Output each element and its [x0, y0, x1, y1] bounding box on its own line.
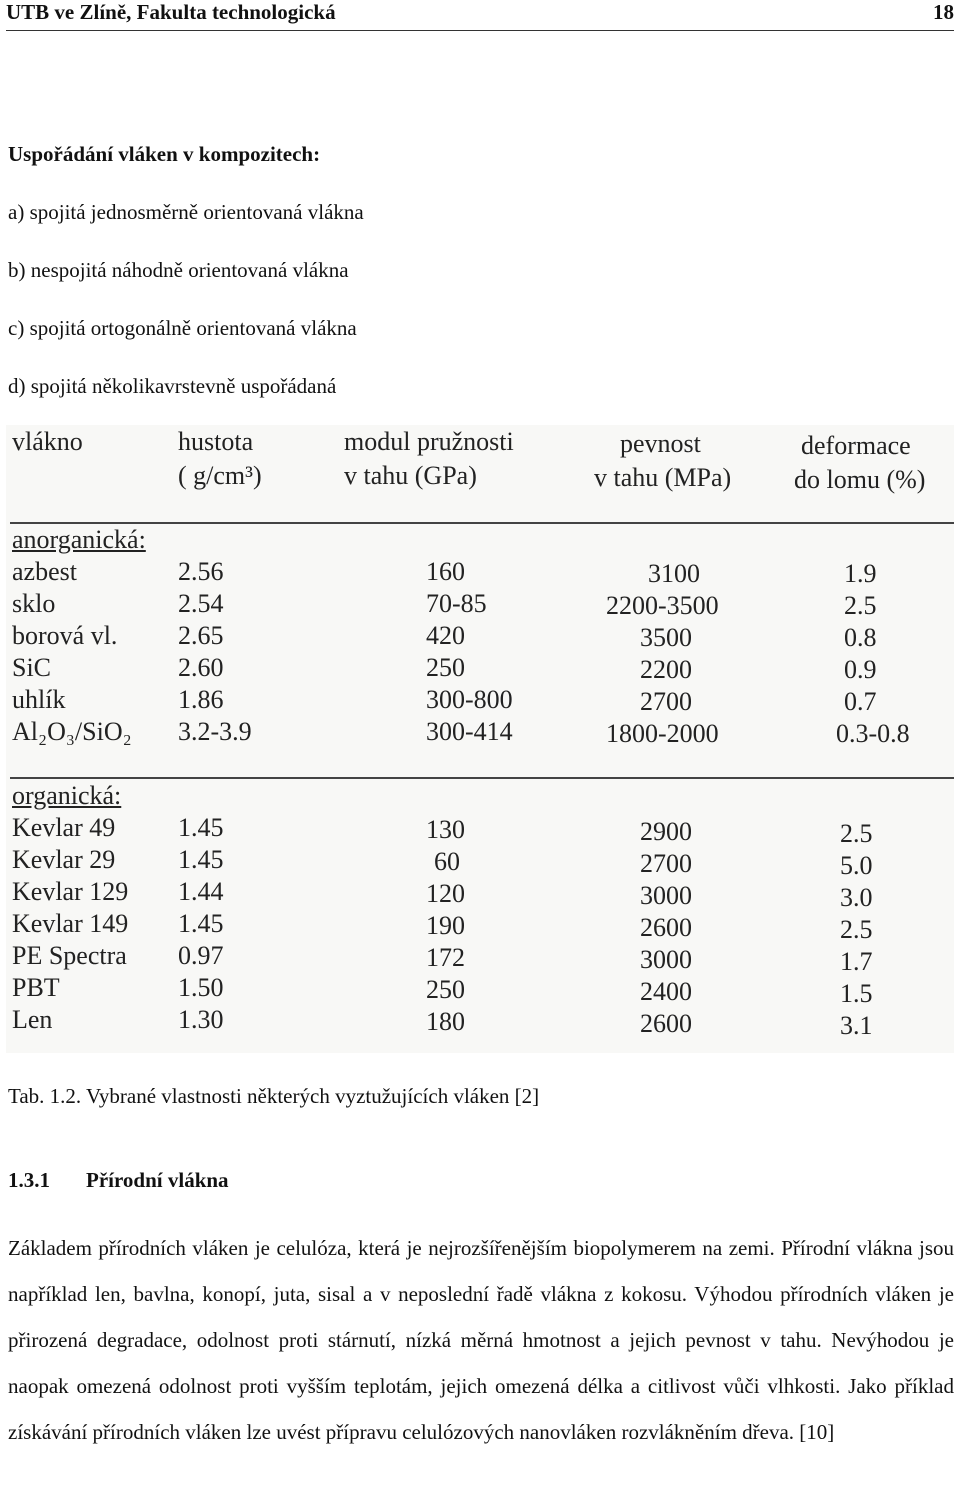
table-rule — [10, 522, 954, 524]
cell-name: PBT — [12, 973, 60, 1002]
cell-modulus: 190 — [426, 911, 465, 940]
cell-density: 1.50 — [178, 973, 224, 1002]
cell-density: 1.86 — [178, 685, 224, 714]
subsection-heading — [8, 1168, 229, 1193]
cell-modulus: 420 — [426, 621, 465, 650]
cell-strength: 2700 — [640, 849, 692, 878]
group-label-inorganic: anorganická: — [12, 525, 146, 554]
cell-strength: 3100 — [648, 559, 700, 588]
cell-name: sklo — [12, 589, 56, 618]
list-item: d) spojitá několikavrstevně uspořádaná — [8, 374, 337, 398]
cell-deformation: 1.7 — [840, 947, 873, 976]
cell-strength: 3000 — [640, 881, 692, 910]
cell-name: Kevlar 49 — [12, 813, 116, 842]
cell-deformation: 3.0 — [840, 883, 873, 912]
cell-density: 2.56 — [178, 557, 224, 586]
cell-name: azbest — [12, 557, 77, 586]
cell-strength: 2700 — [640, 687, 692, 716]
cell-strength: 2200-3500 — [606, 591, 719, 620]
cell-deformation: 5.0 — [840, 851, 873, 880]
header-density-unit: ( g/cm³) — [178, 461, 262, 490]
cell-strength: 2400 — [640, 977, 692, 1006]
cell-deformation: 3.1 — [840, 1011, 873, 1040]
header-strength-unit: v tahu (MPa) — [594, 463, 732, 492]
cell-modulus: 160 — [426, 557, 465, 586]
cell-deformation: 0.8 — [844, 623, 877, 652]
header-fiber: vlákno — [12, 427, 83, 456]
cell-strength: 3500 — [640, 623, 692, 652]
cell-strength: 1800-2000 — [606, 719, 719, 748]
cell-name: PE Spectra — [12, 941, 127, 970]
cell-name: borová vl. — [12, 621, 118, 650]
header-modulus-unit: v tahu (GPa) — [344, 461, 477, 490]
cell-density: 1.45 — [178, 813, 224, 842]
list-item: c) spojitá ortogonálně orientovaná vlákna — [8, 316, 357, 340]
group-label-organic: organická: — [12, 781, 122, 810]
cell-modulus: 120 — [426, 879, 465, 908]
header-modulus: modul pružnosti — [344, 427, 514, 456]
cell-name: uhlík — [12, 685, 66, 714]
cell-name: Al₂O₃/SiO₂ — [12, 717, 132, 746]
body-paragraph: Základem přírodních vláken je celulóza, která je nejrozšířenějším biopolymerem na zemi. Přírodní vlákna jsou například len, bavlna, konopí, juta, sisal a v neposlední řadě vlákna z kokosu. Výhodou přírodních vláken je přirozená degradace, odolnost proti stárnutí, nízká měrná hmotnost a jejich pevnost v tahu. Nevýhodou je naopak omezená odolnost proti vyšším teplotám, jejich omezená délka a citlivost vůči vlhkosti. Jako příklad získávání přírodních vláken lze uvést přípravu celulózových nanovláken rozvlákněním dřeva. [10] — [8, 1236, 954, 1444]
cell-strength: 2600 — [640, 1009, 692, 1038]
cell-modulus: 300-800 — [426, 685, 513, 714]
cell-strength: 3000 — [640, 945, 692, 974]
cell-density: 1.44 — [178, 877, 224, 906]
cell-strength: 2900 — [640, 817, 692, 846]
cell-modulus: 172 — [426, 943, 465, 972]
cell-modulus: 70-85 — [426, 589, 487, 618]
page-number: 18 — [933, 0, 954, 24]
cell-density: 1.45 — [178, 845, 224, 874]
cell-strength: 2200 — [640, 655, 692, 684]
header-deformation: deformace — [801, 431, 911, 460]
list-item: b) nespojitá náhodně orientovaná vlákna — [8, 258, 349, 282]
cell-deformation: 2.5 — [840, 915, 873, 944]
table-caption: Tab. 1.2. Vybrané vlastnosti některých vyztužujících vláken [2] — [8, 1084, 540, 1108]
cell-name: SiC — [12, 653, 52, 682]
cell-modulus: 130 — [426, 815, 465, 844]
cell-modulus: 180 — [426, 1007, 465, 1036]
cell-modulus: 250 — [426, 653, 465, 682]
cell-density: 2.60 — [178, 653, 224, 682]
cell-deformation: 1.5 — [840, 979, 873, 1008]
cell-deformation: 1.9 — [844, 559, 877, 588]
cell-name: Kevlar 29 — [12, 845, 116, 874]
header-deformation-unit: do lomu (%) — [794, 465, 926, 494]
cell-density: 0.97 — [178, 941, 224, 970]
cell-density: 1.45 — [178, 909, 224, 938]
cell-modulus: 250 — [426, 975, 465, 1004]
cell-strength: 2600 — [640, 913, 692, 942]
section-title: Uspořádání vláken v kompozitech: — [8, 142, 321, 166]
cell-deformation: 2.5 — [840, 819, 873, 848]
cell-name: Len — [12, 1005, 53, 1034]
header-density: hustota — [178, 427, 254, 456]
cell-deformation: 2.5 — [844, 591, 877, 620]
subsection-number: 1.3.1 — [8, 1168, 50, 1192]
page-header — [6, 0, 954, 31]
cell-modulus: 300-414 — [426, 717, 513, 746]
cell-deformation: 0.7 — [844, 687, 877, 716]
cell-density: 2.54 — [178, 589, 224, 618]
header-strength: pevnost — [620, 429, 701, 458]
list-item: a) spojitá jednosměrně orientovaná vlákna — [8, 200, 364, 224]
cell-deformation: 0.9 — [844, 655, 877, 684]
cell-modulus: 60 — [434, 847, 460, 876]
cell-deformation: 0.3-0.8 — [836, 719, 910, 748]
cell-density: 1.30 — [178, 1005, 224, 1034]
cell-name: Kevlar 149 — [12, 909, 129, 938]
table-rule — [10, 777, 954, 779]
cell-density: 3.2-3.9 — [178, 717, 252, 746]
cell-name: Kevlar 129 — [12, 877, 129, 906]
subsection-title: Přírodní vlákna — [86, 1168, 229, 1192]
header-title: UTB ve Zlíně, Fakulta technologická — [6, 0, 336, 24]
cell-density: 2.65 — [178, 621, 224, 650]
fiber-properties-table — [6, 425, 954, 1053]
